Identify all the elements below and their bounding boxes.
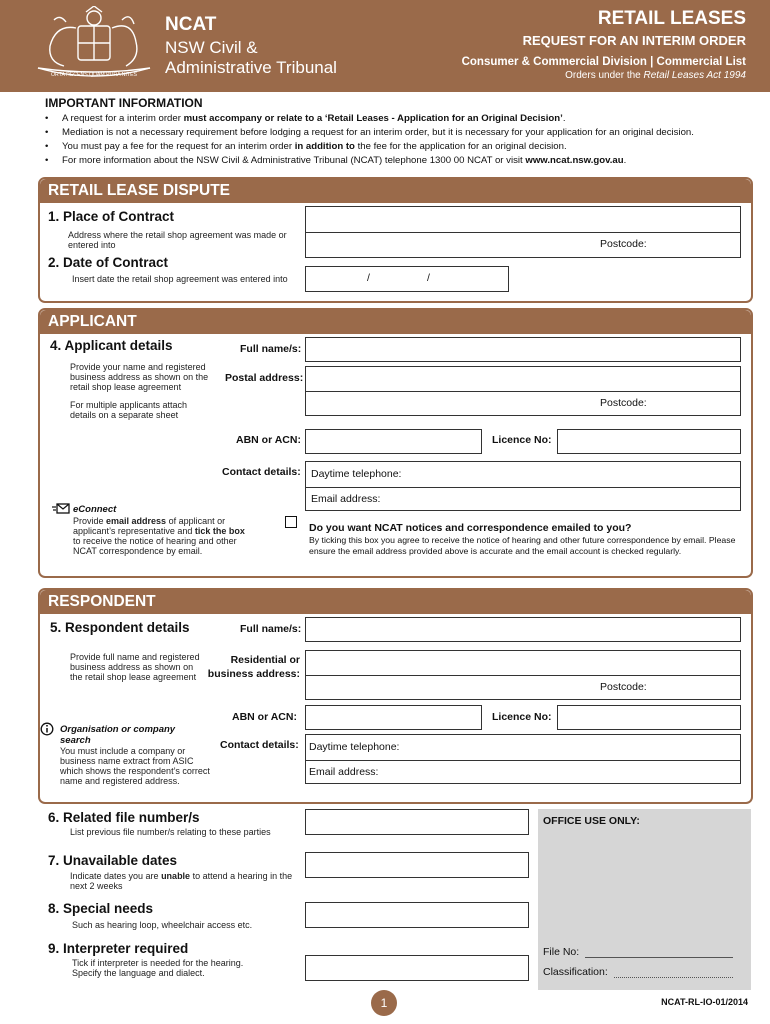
applicant-postal-label: Postal address:	[225, 372, 304, 384]
classification-label: Classification:	[543, 966, 608, 978]
org-search-text: You must include a company or business name extract from ASIC which shows the respondent’s correct name and registered address.	[60, 746, 210, 786]
org-name-line2: Administrative Tribunal	[165, 58, 337, 77]
classification-line	[614, 977, 733, 978]
office-use-panel	[538, 809, 751, 990]
q7-unavailable-dates: 7. Unavailable dates	[48, 853, 178, 868]
respondent-licence-input[interactable]	[557, 705, 741, 730]
respondent-contact-label: Contact details:	[220, 739, 299, 751]
q6-hint: List previous file number/s relating to these parties	[70, 827, 271, 837]
q1-hint: Address where the retail shop agreement was made or entered into	[68, 230, 287, 250]
applicant-contact-label: Contact details:	[222, 466, 301, 478]
q9-hint: Tick if interpreter is needed for the hearing. Specify the language and dialect.	[72, 958, 244, 978]
applicant-contact-input[interactable]	[305, 461, 741, 511]
respondent-abn-label: ABN or ACN:	[232, 711, 297, 723]
org-name-line1: NSW Civil &	[165, 38, 258, 57]
unavailable-dates-input[interactable]	[305, 852, 529, 878]
applicant-hint-1: Provide your name and registered business address as shown on the retail shop lease agreement	[70, 362, 209, 392]
respondent-licence-label: Licence No:	[492, 711, 552, 723]
respondent-hint: Provide full name and registered business address as shown on the retail shop lease agreement	[70, 652, 200, 682]
applicant-hint-2: For multiple applicants attach details on a separate sheet	[70, 400, 188, 420]
applicant-abn-input[interactable]	[305, 429, 482, 454]
form-subtitle: REQUEST FOR AN INTERIM ORDER	[522, 33, 746, 48]
important-info-heading: IMPORTANT INFORMATION	[45, 96, 203, 110]
file-no-label: File No:	[543, 946, 580, 958]
respondent-contact-input[interactable]	[305, 734, 741, 784]
applicant-section-title: APPLICANT	[40, 310, 751, 334]
applicant-licence-input[interactable]	[557, 429, 741, 454]
applicant-abn-label: ABN or ACN:	[236, 434, 301, 446]
email-address-label: Email address:	[309, 766, 379, 778]
respondent-address-input[interactable]	[305, 650, 741, 700]
postcode-label: Postcode:	[600, 681, 647, 693]
q8-special-needs: 8. Special needs	[48, 901, 154, 916]
q2-hint: Insert date the retail shop agreement was entered into	[72, 274, 288, 284]
dispute-section-title: RETAIL LEASE DISPUTE	[40, 179, 751, 203]
email-notices-checkbox[interactable]	[285, 516, 297, 528]
form-code: NCAT-RL-IO-01/2014	[661, 997, 748, 1007]
page-number: 1	[371, 990, 397, 1016]
special-needs-input[interactable]	[305, 902, 529, 928]
form-title: RETAIL LEASES	[597, 8, 746, 29]
applicant-postal-input[interactable]	[305, 366, 741, 416]
file-no-line	[585, 957, 733, 958]
org-search-title: Organisation or company search	[60, 724, 176, 746]
q6-related-files: 6. Related file number/s	[48, 810, 200, 825]
daytime-telephone-label: Daytime telephone:	[311, 468, 402, 480]
email-notices-question: Do you want NCAT notices and correspondence emailed to you?	[309, 522, 632, 534]
respondent-abn-input[interactable]	[305, 705, 482, 730]
q5-respondent-details: 5. Respondent details	[50, 620, 190, 635]
respondent-section-title: RESPONDENT	[40, 590, 751, 614]
interpreter-input[interactable]	[305, 955, 529, 981]
econnect-title: eConnect	[73, 504, 117, 515]
postcode-label: Postcode:	[600, 238, 647, 250]
info-bullet-3: • You must pay a fee for the request for an interim order in addition to the fee for the application for an original decision.	[62, 140, 752, 153]
place-of-contract-input[interactable]	[305, 206, 741, 258]
q9-interpreter: 9. Interpreter required	[48, 941, 189, 956]
respondent-full-name-label: Full name/s:	[240, 623, 302, 635]
q8-hint: Such as hearing loop, wheelchair access etc.	[72, 920, 253, 930]
org-short-name: NCAT	[165, 14, 217, 35]
applicant-full-name-label: Full name/s:	[240, 343, 302, 355]
email-notices-text: By ticking this box you agree to receive the notice of hearing and other future correspondence by email. Please ensure the email address provided above is accurate and the email account is checked regularly.	[309, 535, 736, 556]
info-icon	[40, 722, 54, 736]
related-files-input[interactable]	[305, 809, 529, 835]
orders-under-act: Orders under the Retail Leases Act 1994	[565, 70, 746, 81]
daytime-telephone-label: Daytime telephone:	[309, 741, 400, 753]
applicant-full-name-input[interactable]	[305, 337, 741, 362]
applicant-licence-label: Licence No:	[492, 434, 552, 446]
info-bullet-2: • Mediation is not a necessary requirement before lodging a request for an interim order, but it is necessary for your application for an original decision.	[62, 126, 752, 139]
q1-place-of-contract: 1. Place of Contract	[48, 209, 175, 224]
respondent-address-label-1: Residential or	[230, 654, 300, 666]
info-bullet-4: • For more information about the NSW Civil & Administrative Tribunal (NCAT) telephone 1300 00 NCAT or visit www.ncat.nsw.gov.au.	[62, 154, 752, 167]
respondent-full-name-input[interactable]	[305, 617, 741, 642]
svg-text:ORTA RECENS QUAM PURA NITES: ORTA RECENS QUAM PURA NITES	[51, 72, 137, 78]
econnect-icon	[52, 503, 70, 515]
postcode-label: Postcode:	[600, 397, 647, 409]
email-address-label: Email address:	[311, 493, 381, 505]
q4-applicant-details: 4. Applicant details	[50, 338, 173, 353]
info-bullet-1: • A request for a interim order must accompany or relate to a ‘Retail Leases - Application for an Original Decision’.	[62, 112, 752, 125]
econnect-text: Provide email address of applicant or applicant’s representative and tick the box to receive the notice of hearing and other NCAT correspondence by email.	[73, 516, 245, 556]
date-of-contract-input[interactable]: / /	[305, 266, 509, 292]
division-label: Consumer & Commercial Division | Commercial List	[461, 56, 746, 68]
q2-date-of-contract: 2. Date of Contract	[48, 255, 169, 270]
office-use-title: OFFICE USE ONLY:	[543, 815, 640, 827]
q7-hint: Indicate dates you are unable to attend a hearing in the next 2 weeks	[70, 871, 293, 891]
respondent-address-label-2: business address:	[207, 668, 300, 680]
nsw-crest-logo	[34, 6, 154, 82]
